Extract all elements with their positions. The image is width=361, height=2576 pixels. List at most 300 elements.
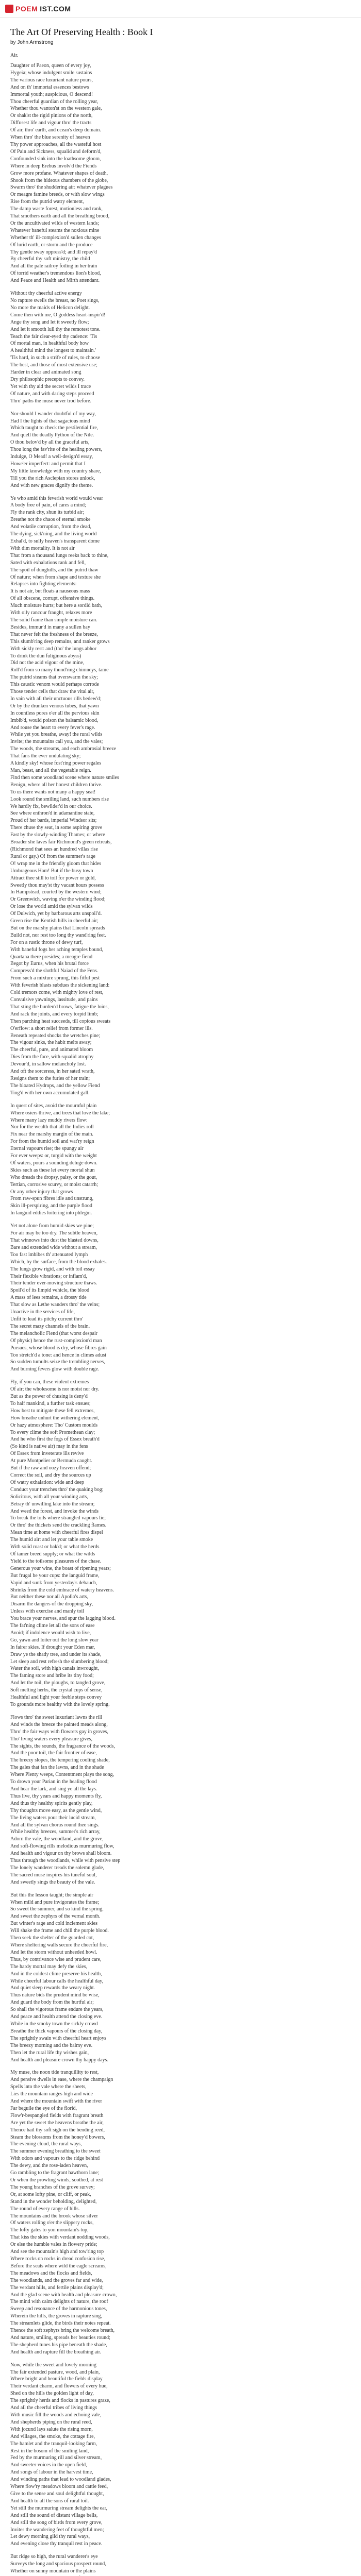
poem-line: And sweetly sings the beauty of the vale.: [10, 1879, 95, 1885]
poem-line: Imbib'd, would poison the balsamic blood,: [10, 717, 99, 723]
poem-line: Immortal youth; auspicious, O descend!: [10, 91, 93, 97]
poem-stanza: [10, 495, 351, 1097]
poem-line: O! wrap me in the friendly gloom that hides: [10, 860, 102, 867]
poem-line: To drink the dun fuliginous abyss): [10, 653, 81, 659]
poem-line: Of waters rolling o'er the slippery rocks,: [10, 2220, 94, 2226]
poem-line: And still the sound of distant village bells,: [10, 2512, 98, 2518]
poem-line: The woodlands, and the groves far and wide,: [10, 2277, 103, 2283]
poem-line: The young branches of the grove survey;: [10, 2184, 95, 2190]
poem-line: And sweet the zephyrs of the vernal month.: [10, 1913, 101, 1920]
poem-line: Where flow'ry meadows bloom and cattle feed,: [10, 2484, 108, 2490]
poem-title: The Art Of Preserving Health : Book I: [10, 27, 153, 37]
poem-line: Hygeia; whose indulgent smile sustains: [10, 70, 92, 76]
poem-line: This caustic venom would perhaps corrode: [10, 682, 99, 688]
poem-line: Thus, by contrivance wise and prudent care,: [10, 1956, 102, 1962]
poem-line: And the glad scene with health and pleasure crown,: [10, 2292, 117, 2298]
poem-line: The sights, the sounds, the fragrance of the woods,: [10, 1743, 116, 1749]
poem-line: Find then some woodland scene where nature smiles: [10, 774, 119, 781]
poem-content: [0, 18, 361, 2576]
poem-line: Of all obscene, corrupt, offensive things.: [10, 596, 95, 602]
poem-line: Flows thro' the sweet luxuriant lawns the rill: [10, 1714, 103, 1720]
poem-line: In Hampstead, courted by the western wind;: [10, 889, 102, 895]
poem-line: And all the sylvan chorus round thee sings.: [10, 1822, 100, 1828]
poem-line: Till you the rich Asclepian stores unlock,: [10, 475, 95, 481]
poem-line: With odors and vapours to the ridge behind: [10, 2156, 100, 2162]
poem-line: Where Plenty weeps, Contentment plays the song,: [10, 1772, 114, 1778]
poem-line: Generous your wine, the boast of ripening years;: [10, 1565, 111, 1571]
poem-line: And all the cheerful tribes of living things: [10, 2405, 97, 2411]
poem-line: Where sheltering walls secure the cheerful fire,: [10, 1942, 108, 1948]
poem-line: A healthful mind the longest to maintain.': [10, 348, 96, 354]
poem-line: And let it smooth lull thy the remotest tone.: [10, 326, 101, 332]
poem-line: But on the marshy plains that Lincoln spreads: [10, 925, 105, 931]
poem-line: Of waters, pours a sounding deluge down.: [10, 1160, 97, 1166]
byline-prefix: by: [10, 40, 16, 45]
poem-line: Or by the drunken venous tubes, that yawn: [10, 703, 99, 709]
poem-stanza: [10, 2362, 351, 2548]
poem-line: Ange thy song and let it sweetly flow;: [10, 319, 89, 325]
poem-line: Cold tremors come, with mighty love of rest,: [10, 990, 104, 996]
poem-line: Betray th' unwilling lake into the stream;: [10, 1501, 95, 1507]
poem-line: But frugal be your cups: the languid frame,: [10, 1572, 100, 1579]
poem-line: Water the soil, with high canals inwrought,: [10, 1666, 99, 1672]
poem-line: Where bright and beautiful the fields display: [10, 2376, 103, 2382]
poem-line: Sweetly thou may'st thy vacant hours possess: [10, 882, 104, 888]
poem-line: Shrinks from the cold embrace of watery heavens.: [10, 1587, 114, 1593]
poem-line: Convulsive yawnings, lassitude, and pains: [10, 997, 98, 1003]
poem-line: The putrid steams that overswarm the sky;: [10, 674, 98, 681]
poem-line: With oily rancour fraught, relaxes more: [10, 610, 92, 616]
logo-mark-icon: [5, 5, 13, 13]
poem-line: Fix near the marshy margin of the main.: [10, 1131, 93, 1138]
poem-line: Conduct your trenches thro' the quaking bog;: [10, 1486, 104, 1493]
poem-line: How best to mitigate these fell extremes,: [10, 1408, 95, 1414]
poem-line: With music fill the woods and echoing vale,: [10, 2412, 102, 2418]
poem-line: Of air, thro' earth, and ocean's deep domain.: [10, 127, 101, 133]
author-link[interactable]: John Armstrong: [17, 40, 54, 45]
poem-line: The vigour sinks, the habit melts away;: [10, 1040, 92, 1046]
poem-line: Skies such as these let every mortal shun: [10, 1167, 95, 1173]
poem-line: Shook from the hideous chambers of the globe,: [10, 177, 108, 183]
poem-line: Look round the smiling land, such numbers rise: [10, 796, 109, 802]
poem-line: The faming store and bribe its tiny food;: [10, 1673, 94, 1679]
poem-line: And peace and health attend the closing eve.: [10, 2014, 103, 2020]
poem-line: To drown your Parian in the healing flood: [10, 1779, 97, 1785]
poem-line: By cheerful thy soft ministry, the child: [10, 256, 90, 262]
poem-line: Soft melting herbs, the crystal cups of sense,: [10, 1687, 103, 1693]
poem-line: Sweep and resonance of the harmonious tones,: [10, 2306, 107, 2312]
poem-stanza: [10, 2069, 351, 2355]
poem-line: Vapid and sunk from yesterday's debauch,: [10, 1580, 97, 1586]
poem-line: Sated with exhalations rank and fell,: [10, 560, 86, 566]
poem-line: Are yet the sweet the heavens breathe the air,: [10, 2120, 104, 2126]
poem-line: Go rambling to the fragrant hawthorn lane;: [10, 2170, 100, 2176]
poem-line: Unfit to lead its pitchy current thro': [10, 1316, 84, 1322]
poem-line: Where osiers thrive, and trees that love the lake;: [10, 1110, 110, 1116]
poem-line: Without thy cheerful active energy: [10, 291, 82, 297]
poem-line: Yet still the murmuring stream delights the ear,: [10, 2505, 107, 2511]
poem-line: The various race luxuriant nature pours,: [10, 77, 93, 83]
poem-line: Broader she laves fair Richmond's green retreats,: [10, 839, 112, 845]
poem-line: And burning fevers glow with double rage.: [10, 1366, 100, 1372]
poem-line: That winnows into dust the blasted downs,: [10, 1238, 99, 1243]
poem-line: Draw ye the shady tree, and under its shade,: [10, 1651, 102, 1657]
poem-line: And evening close thy tranquil rest in peace.: [10, 2541, 103, 2547]
poem-line: Far beguile the eye of the florid,: [10, 2105, 77, 2111]
poem-line: The mind with calm delights of nature, the roof: [10, 2299, 108, 2305]
poem-line: That fans the ever undulating sky;: [10, 753, 81, 759]
poem-line: Swarm thro' the shuddering air: whatever plagues: [10, 184, 113, 191]
poem-line: Or, at some lofty pine, or cliff, or peak,: [10, 2191, 91, 2197]
poem-line: And volatile corruption, from the dead,: [10, 524, 91, 530]
poem-line: Unless with exercise and manly toil: [10, 1608, 85, 1615]
poem-line: The best, and those of most extensive use;: [10, 362, 97, 368]
poem-line: Green rise the Kentish hills in cheerful air;: [10, 918, 99, 924]
poem-line: Mean time at home with cheerful fires dispel: [10, 1530, 103, 1536]
poem-line: With feverish blasts subdues the sickening land:: [10, 982, 110, 989]
poem-line: Surveys the long and spacious prospect round,: [10, 2561, 106, 2567]
poem-line: And sweeter voices in the open field,: [10, 2462, 87, 2468]
poem-line: Their tender ever-moving structure thaws.: [10, 1280, 97, 1286]
poem-line: Of Dulwich, yet by barbarous arts unspoil'd.: [10, 911, 102, 917]
poem-line: Too fast imbibes th' attenuated lymph: [10, 1251, 88, 1258]
poem-line: Of mortal man, in healthful body how: [10, 341, 89, 347]
poem-stanza: [10, 1379, 351, 1708]
poem-line: And with new graces dignify the theme.: [10, 482, 93, 488]
poem-line: Of nature, and with daring steps proceed: [10, 391, 94, 397]
poem-line: Go, yawn and loiter out the long slow year: [10, 1637, 99, 1643]
poem-line: To grounds more healthy with the lovely spring.: [10, 1702, 110, 1707]
poem-line: The lonely wanderer treads the solemn glade,: [10, 1865, 104, 1871]
poem-line: To every clime the soft Promethean clay;: [10, 1429, 95, 1435]
poem-line: And winding paths that lead to woodland glades,: [10, 2477, 111, 2483]
poem-line: Harder in clear and animated song: [10, 369, 81, 376]
poem-line: Thence hail thy soft sigh on the bending reed,: [10, 2127, 105, 2133]
poem-line: Nor should I wander doubtful of my way,: [10, 411, 96, 417]
poem-line: Flow'r-bespangled fields with fragrant breath: [10, 2112, 104, 2119]
poem-line: And where the mountain swift with the river: [10, 2098, 103, 2105]
poem-line: The lofty gates to yon mountain's top,: [10, 2227, 89, 2233]
poem-line: And health and rapture fill the breathing air.: [10, 2349, 102, 2355]
poem-line: For air may be too dry. The subtle heaven,: [10, 1230, 98, 1236]
poem-line: For ever weeps: or, turgid with the weight: [10, 1153, 97, 1159]
poem-line: That sting the burden'd brows, fatigue the loins,: [10, 1004, 109, 1010]
poem-line: Thro' paths the muse never trod before.: [10, 398, 92, 404]
poem-line: The lungs grow rigid, and with toil essay: [10, 1266, 95, 1272]
poem-line: For from the humid soil and wat'ry reign: [10, 1139, 94, 1145]
poem-line: Let sleep and rest refresh the slumbering blood;: [10, 1658, 109, 1665]
poem-line: And still the song of birds from every grove,: [10, 2519, 103, 2526]
poem-line: Daughter of Paeon, queen of every joy,: [10, 63, 91, 69]
poem-line: Umbrageous Ham! But if the busy town: [10, 868, 93, 874]
poem-line: Did not the acid vigour of the mine,: [10, 660, 85, 666]
poem-line: While yet you breathe, away! the rural wilds: [10, 732, 103, 738]
poem-line: My muse, the noon tide tranquillity to rest,: [10, 2070, 99, 2076]
poem-line: Or lose the world amid the sylvan wilds: [10, 904, 93, 910]
poem-line: Healthful and light your feeble steps convey: [10, 1694, 102, 1701]
poem-line: Beneath repeated shocks the wretches pine;: [10, 1032, 101, 1039]
poem-line: The fair extended pasture, wood, and plain,: [10, 2369, 100, 2375]
poem-line: And shepherds piping on the rural reed,: [10, 2419, 92, 2425]
poem-line: Exhal'd, to sully heaven's transparent dome: [10, 538, 100, 544]
poem-line: Of torrid weather's tremendous lion's blood,: [10, 270, 101, 277]
poem-line: Had I the lights of that sagacious mind: [10, 418, 90, 424]
poem-line: While in the smoky town the sickly crowd: [10, 2021, 98, 2027]
poem-line: But winter's rage and cold inclement skies: [10, 1921, 97, 1927]
poem-line: And songs of labour in the harvest time,: [10, 2469, 93, 2476]
poem-line: The shepherd tunes his pipe beneath the shade,: [10, 2342, 107, 2348]
poem-stanza: [10, 1892, 351, 2064]
poem-line: In quest of sites, avoid the mournful plain: [10, 1103, 97, 1109]
poem-line: For on a rustic throne of dewy turf,: [10, 939, 83, 945]
poem-line: Too stretch'd a tone: and hence in climes adust: [10, 1352, 107, 1358]
poem-line: Yet with thy aid the secret wilds I trace: [10, 383, 91, 389]
poem-line: Nor for the wealth that all the Indies roll: [10, 1124, 94, 1130]
poem-line: Or hazy atmosphere: Tho' Custom moulds: [10, 1422, 98, 1428]
poem-line: Quartana there presides; a meagre fiend: [10, 954, 93, 960]
poem-line: Then seek the shelter of the guarded cot,: [10, 1935, 94, 1941]
poem-line: And on th' immortal essences bestows: [10, 84, 89, 90]
poem-line: Of air; the wholesome is nor moist nor dry.: [10, 1386, 100, 1393]
poem-line: And weed the forest, and invoke the winds: [10, 1508, 99, 1514]
poem-line: And in the coldest clime preserve his health,: [10, 1971, 102, 1977]
poem-line: And hear the lark, and sing ye all the lays.: [10, 1786, 97, 1792]
poem-line: The damp waste forest, motionless and rank,: [10, 206, 103, 212]
poem-line: With sickly rest: and (tho' the lungs abhor: [10, 646, 97, 652]
poem-line: Lies the mountain ranges high and wide: [10, 2091, 93, 2097]
poem-line: Compress'd the slothful Naiad of the Fens.: [10, 968, 99, 974]
poem-line: Fed by the murmuring rill and silver stream,: [10, 2455, 102, 2461]
poem-line: (Richmond that sees an hundred villas rise: [10, 846, 98, 852]
poem-line: The cheerful, pure, and animated bloom: [10, 1047, 93, 1053]
poem-line: The fat'ning clime let all the sons of ease: [10, 1623, 95, 1629]
poem-line: And see the mountain's high and tow'ring top: [10, 2249, 104, 2255]
poem-line: Thou long the fav'rite of the healing powers,: [10, 447, 102, 453]
poem-line: Relapses into fighting elements:: [10, 581, 77, 587]
poem-line: And let the storm without unheeded howl.: [10, 1949, 97, 1955]
poem-line: The secret mazy channels of the brain.: [10, 1323, 90, 1329]
logo-text-red: POEM: [15, 4, 38, 13]
poem-line: Or else the humble vales in flowery pride;: [10, 2242, 97, 2248]
poem-line: My little knowledge with my country share,: [10, 468, 101, 474]
poem-line: No rapture swells the breast, no Poet sings,: [10, 298, 100, 303]
poem-line: The living waters pour their lucid stream,: [10, 1815, 96, 1821]
poem-line: Yet not alone from humid skies we pine;: [10, 1223, 94, 1229]
poem-line: The bloated Hydrops, and the yellow Fiend: [10, 1082, 100, 1089]
poem-line: Thou cheerful guardian of the rolling year,: [10, 98, 99, 105]
poem-line: Rural or gay.) O! from the summer's rage: [10, 853, 95, 859]
logo-text-dark: IST.COM: [40, 4, 71, 13]
poem-line: Their verdant charm, and flowers of every hue,: [10, 2383, 108, 2389]
poem-line: Then let the rural life thy wishes gain,: [10, 2049, 89, 2056]
poem-line: And quiet sleep rewards the weary night.: [10, 1985, 95, 1991]
poem-line: Now, while the sweet and lovely morning: [10, 2362, 96, 2368]
poem-line: Attract thee still to toil for power or gold,: [10, 875, 96, 881]
poem-line: While healthy breezes, summer's rich array,: [10, 1829, 101, 1835]
poem-line: While cheerful labour calls the healthful day,: [10, 1978, 104, 1984]
poem-line: The meadows and the flocks and fields,: [10, 2270, 92, 2276]
poem-line: Invite; the mountains call you, and the vales;: [10, 739, 103, 745]
poem-line: But this the lesson taught; the simple air: [10, 1892, 93, 1898]
poem-line: The woods, the streams, and each ambrosial breeze: [10, 746, 117, 752]
poem-line: And rack the joints, and every torpid limb;: [10, 1011, 99, 1017]
poem-line: From raw-spun fibres idle and unstrung,: [10, 1196, 94, 1202]
poem-stanza: [10, 2553, 351, 2576]
poem-line: Tertian, corrosive scurvy, or moist catarrh;: [10, 1181, 98, 1188]
poem-line: To half mankind, a further task ensues;: [10, 1400, 91, 1406]
poem-line: Thus nature bids the prudent mind be wise,: [10, 1992, 100, 1998]
poem-line: In languid eddies loitering into phlegm.: [10, 1210, 92, 1216]
poem-line: Or any other injury that grows: [10, 1189, 73, 1195]
poem-line: Yield to the toilsome pleasures of the chase.: [10, 1558, 102, 1564]
poem-line: From such a mixture sprung, this fitful pest: [10, 975, 100, 981]
poem-line: Dry philosophic precepts to convey.: [10, 376, 85, 382]
poem-line: A kindly sky! whose fost'ring power regales: [10, 760, 102, 767]
poem-line: And the poor toil, the fair frontier of ease,: [10, 1750, 97, 1756]
poem-line: Or shak'st the rigid pinions of the north,: [10, 113, 93, 119]
poem-line: Correct the soil, and dry the sources up: [10, 1472, 91, 1478]
poem-line: The gales that fan the lawns, and in the shade: [10, 1765, 104, 1771]
poem-line: And health and pleasure crown thy happy days.: [10, 2057, 108, 2063]
poem-line: Diffusest life and vigour thro' the tracts: [10, 120, 92, 126]
poem-line: That slow as Lethe wanders thro' the veins;: [10, 1302, 100, 1308]
poem-line: In vain with all their unctuous rills bedew'd;: [10, 696, 102, 702]
poem-line: Fly, if you can, these violent extremes: [10, 1379, 89, 1385]
poem-line: And winds the breeze the painted meads along,: [10, 1721, 108, 1727]
poem-line: Or meagre famine breeds, or with slow wings: [10, 192, 105, 198]
poem-line: Or thro' the thickets send the crackling flames.: [10, 1522, 107, 1529]
poem-line: Thus live, thy years and happy moments fly,: [10, 1793, 102, 1799]
poem-line: Of lurid earth, or storm and the produce: [10, 242, 93, 248]
poem-line: Of watry exhalation: wide and deep: [10, 1479, 85, 1485]
poem-line: Man, beast, and all the vegetable reign.: [10, 768, 91, 773]
poem-line: To break the toils where strangled vapours lie;: [10, 1515, 106, 1521]
poem-line: Bare and extended wide without a stream,: [10, 1244, 97, 1250]
poem-line: And oft the sorceress, in her sated wrath,: [10, 1069, 95, 1075]
poem-line: Proud of her bards, imperial Windsor sits;: [10, 818, 97, 824]
poem-line: The sprightly herds and flocks in pastures graze,: [10, 2398, 110, 2404]
poem-line: Before the seats where wild the eagle screams,: [10, 2263, 107, 2269]
poem-body: [10, 62, 351, 2576]
poem-line: Breathe the thick vapours of the closing day,: [10, 2028, 103, 2034]
poem-line: And thus thy healthy spirits gently play,: [10, 1800, 93, 1806]
poem-line: The dying, sick'ning, and the living world: [10, 531, 97, 537]
poem-line: Wherein the hills, the groves in rapture sing,: [10, 2313, 103, 2319]
poem-line: Skin ill-perspiring, and the purple flood: [10, 1203, 92, 1209]
poem-line: The verdant hills, and fertile plains display'd;: [10, 2284, 104, 2291]
poem-line: Thence the soft zephyrs bring the welcome breath,: [10, 2328, 115, 2334]
poem-line: The spoil of dunghills, and the putrid thaw: [10, 567, 99, 573]
poem-stanza: [10, 1103, 351, 1217]
poem-line: But neither these nor all Apollo's arts,: [10, 1594, 88, 1600]
poem-line: A mass of lees remains, a drossy tide: [10, 1295, 87, 1301]
poem-line: Invites the wandering feet of thoughtful men;: [10, 2527, 104, 2533]
poem-line: Solicitous, with all your winding arts,: [10, 1494, 88, 1500]
site-logo[interactable]: [5, 5, 71, 13]
poem-line: But if the raw and oozy heaven offend;: [10, 1465, 91, 1471]
poem-line: Resigns them to the furies of her train;: [10, 1075, 90, 1081]
poem-line: The humid air: and let your table smoke: [10, 1537, 93, 1543]
poem-line: And guard the body from the hurtful air;: [10, 1999, 94, 2006]
poem-line: Of Essex from inveterate ills revive: [10, 1451, 84, 1457]
poem-line: In countless pores o'er all the pervious skin: [10, 710, 100, 716]
poem-line: But ridge so high, the rural wanderer's eye: [10, 2554, 98, 2560]
poem-line: Unactive in the services of life,: [10, 1309, 75, 1315]
poem-line: Indulge, O Mead! a well-design'd essay,: [10, 454, 93, 460]
poem-line: With baneful fogs her aching temples bound,: [10, 946, 103, 953]
poem-line: Or when the prowling winds, soothed, at rest: [10, 2177, 103, 2183]
poem-line: Of tamer breed supply; or what the wilds: [10, 1551, 95, 1557]
poem-line: Much moisture hurts; but here a sordid bath,: [10, 603, 102, 609]
poem-line: Rest in the bosom of the smiling land,: [10, 2448, 89, 2454]
poem-line: Shed on the hills the golden light of day,: [10, 2391, 94, 2397]
poem-line: And villages, the smoke, the cottage fire,: [10, 2433, 95, 2439]
poem-line: Stand in the wonder beholding, delighted,: [10, 2198, 97, 2205]
poem-stanza: [10, 290, 351, 405]
poem-line: The hardy mortal may defy the skies,: [10, 1963, 88, 1970]
poem-line: Let dewy morning gild thy rural ways,: [10, 2534, 90, 2540]
poem-line: Which taught to check the pestilential fire,: [10, 425, 99, 431]
poem-line: And quell the deadly Python of the Nile.: [10, 432, 94, 438]
poem-line: And rouse the heart to every fever's rage.: [10, 724, 95, 731]
poem-line: Eternal vapours rise; the spungy air: [10, 1146, 84, 1152]
poem-line: You brace your nerves, and spur the lagging blood.: [10, 1616, 116, 1622]
poem-line: The round of every range of hills.: [10, 2206, 80, 2212]
poem-line: Begot by Eurus, when his brutal force: [10, 961, 89, 967]
poem-stanza: [10, 1223, 351, 1373]
poem-line: Ye who amid this feverish world would wear: [10, 495, 103, 501]
poem-line: Build not, nor rest too long thy wand'ring feet.: [10, 932, 106, 938]
poem-line: Where rocks on rocks in dread confusion rise,: [10, 2256, 105, 2262]
poem-line: Benign, where all her honest children thrive.: [10, 782, 103, 788]
poem-line: The sacred muse inspires his tuneful soul,: [10, 1872, 97, 1878]
poem-line: The streamlets glide, the birds their notes repeat.: [10, 2320, 111, 2327]
poem-line: That never felt the freshness of the breeze,: [10, 631, 98, 637]
poem-line: Thus through the woodlands, while with pensive step: [10, 1858, 121, 1864]
poem-line: Fly the rank city, shun its turbid air;: [10, 510, 85, 516]
poem-byline: [10, 40, 351, 45]
poem-line: Teach the fair clear-eyed thy cadence: 'Tis: [10, 333, 97, 340]
poem-line: Fast by the slowly-winding Thames; or where: [10, 832, 105, 838]
poem-line: The solid frame than simple moisture can.: [10, 617, 97, 623]
poem-line: Of Pain and Sickness, squalid and deform'd,: [10, 148, 102, 155]
poem-line: With dim mortality. It is not air: [10, 545, 75, 551]
poem-line: The breezy slopes, the tempering cooling shade,: [10, 1757, 110, 1764]
poem-line: The evening cloud, the rural ways,: [10, 2141, 82, 2147]
poem-stanza: [10, 411, 351, 489]
poem-line: Where many lazy muddy rivers flow:: [10, 1117, 88, 1123]
poem-line: Roll'd from so many thund'ring chimneys, tame: [10, 667, 109, 673]
poem-stanza: [10, 62, 351, 284]
poem-line: The melancholic Fiend (that worst despair: [10, 1330, 98, 1336]
poem-line: And pensive dwells in ease, where the champaign: [10, 2077, 113, 2083]
poem-line: And nature, smiling, spreads her beauties round;: [10, 2334, 110, 2341]
poem-line: So sweet the summer, and so kind the spring,: [10, 1906, 104, 1912]
poem-line: (So kind is native air) may in the fens: [10, 1444, 88, 1450]
poem-line: Will shake the frame and chill the purple blood.: [10, 1928, 109, 1934]
poem-line: Who dreads the dropsy, palsy, or the gout,: [10, 1174, 97, 1180]
poem-line: No more the maids of Helicon delight.: [10, 304, 90, 311]
poem-line: It is not air, but floats a nauseous mass: [10, 588, 90, 595]
poem-line: Then parching heat succeeds, till copious sweats: [10, 1018, 111, 1024]
poem-line: That kiss the skies with verdant nodding woods,: [10, 2234, 110, 2241]
poem-line: The summer evening breathing to the sweet: [10, 2148, 101, 2155]
poem-line: So shall the vigorous frame endure the years,: [10, 2007, 104, 2013]
poem-line: With solid roast or bak'd; or what the herds: [10, 1544, 100, 1550]
poem-line: The dewy, and the rose-laden heaven,: [10, 2163, 88, 2169]
poem-line: Where in deep Erebus involv'd the Fiends: [10, 163, 97, 169]
poem-line: Of nature; when from shape and texture she: [10, 574, 101, 580]
